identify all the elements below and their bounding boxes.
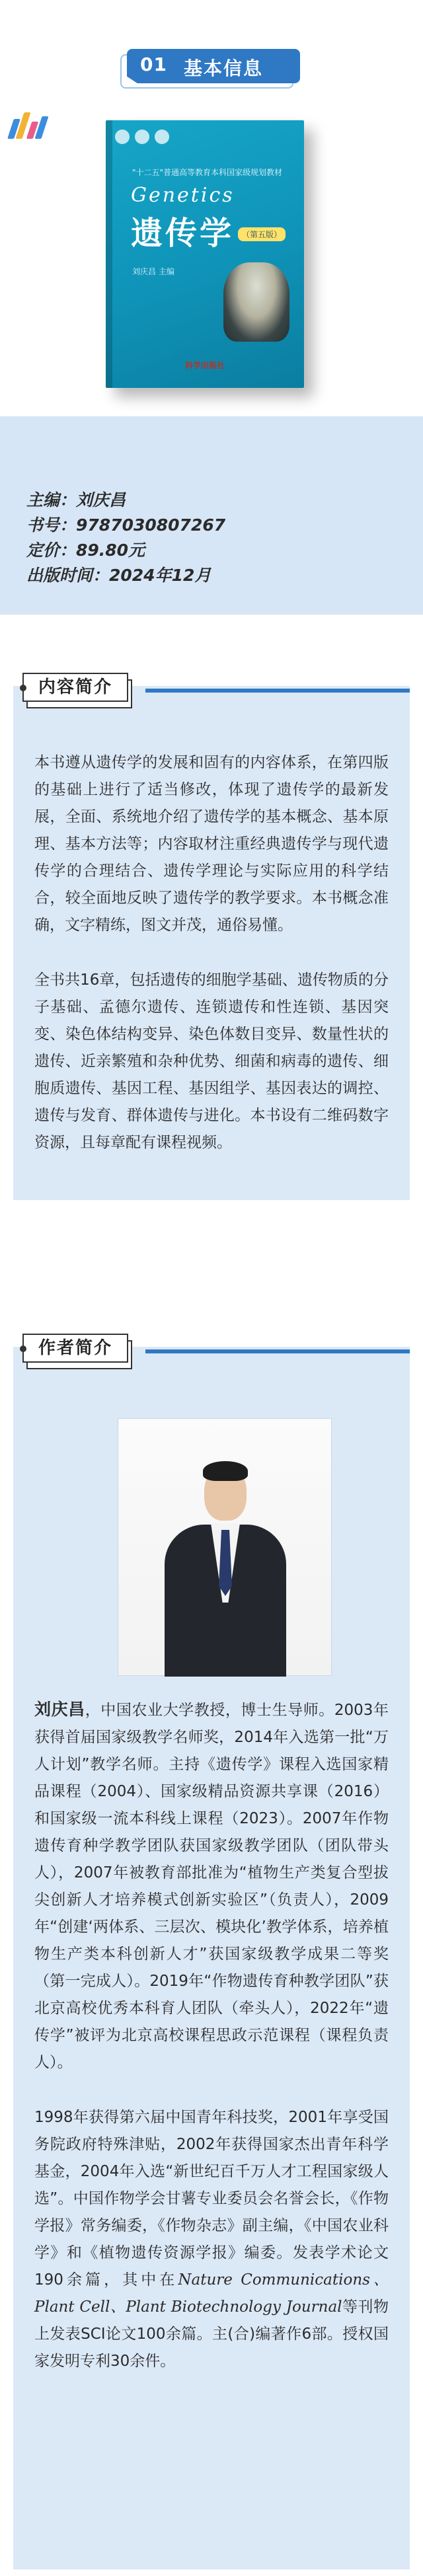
intro-panel-bar xyxy=(145,689,410,693)
section-header xyxy=(118,45,304,89)
cover-series: "十二五"普通高等教育本科国家级规划教材 xyxy=(132,168,283,177)
author-bio-paragraph-2 xyxy=(34,2104,389,2375)
book-spine xyxy=(106,120,112,388)
intro-paragraph-1: 本书遵从遗传学的发展和固有的内容体系，在第四版的基础上进行了适当修改，体现了遗传学的最新发展，全面、系统地介绍了遗传学的基本概念、基本原理、基本方法等；内容取材注重经典遗传学与现代遗传学的合理结合、遗传学理论与实际应用的科学结合，较全面地反映了遗传学的教学要求。本书概念准确，文字精练，图文并茂，通俗易懂。 xyxy=(34,754,389,934)
author-label xyxy=(22,1334,141,1371)
author-name: 刘庆昌 xyxy=(34,1700,85,1719)
intro-label-text: 内容简介 xyxy=(38,677,112,697)
author-photo xyxy=(118,1418,332,1676)
info-price: 定价：89.80元 xyxy=(26,541,145,560)
info-date: 出版时间：2024年12月 xyxy=(26,566,212,585)
cover-portrait-image xyxy=(223,262,289,342)
info-isbn: 书号：9787030807267 xyxy=(26,515,226,535)
book-cover xyxy=(106,120,304,388)
author-panel xyxy=(13,1338,410,2569)
cover-logos xyxy=(115,130,297,147)
section-title: 基本信息 xyxy=(184,57,264,79)
intro-paragraph-2: 全书共16章，包括遗传的细胞学基础、遗传物质的分子基础、孟德尔遗传、连锁遗传和性连锁、基因突变、染色体结构变异、染色体数目变异、数量性状的遗传、近亲繁殖和杂种优势、细菌和病毒的遗传、细胞质遗传、基因工程、基因组学、基因表达的调控、遗传与发育、群体遗传与进化。本书设有二维码数字资源，且每章配有课程视频。 xyxy=(34,971,389,1151)
cover-edition-badge: （第五版） xyxy=(238,227,286,241)
author-bio-paragraph-1 xyxy=(34,1696,389,2076)
info-editor: 主编：刘庆昌 xyxy=(26,490,126,510)
intro-body xyxy=(34,749,389,1184)
author-bio-text-2b: 等刊物上发表SCI论文100余篇。主(合)编著作6部。授权国家发明专利30余件。 xyxy=(34,2298,389,2370)
cover-latin-title: Genetics xyxy=(131,184,235,207)
author-bio xyxy=(34,1696,389,2403)
cover-publisher: 科学出版社 xyxy=(185,361,225,370)
author-bio-text-1: ，中国农业大学教授，博士生导师。2003年获得首届国家级教学名师奖，2014年入选第一批“万人计划”教学名师。主持《遗传学》课程入选国家精品课程（2004）、国家级精品资源共享课（2016）和国家级一流本科线上课程（2023）。2007年作物遗传育种学教学团队获国家级教学团队（团队带头人），2007年被教育部批准为“植物生产类复合型拔尖创新人才培养模式创新实验区”（负责人），2009年“创建‘两体系、三层次、模块化’教学体系，培养植物生产类本科创新人才”获国家级教学成果二等奖（第一完成人）。2019年“作物遗传育种教学团队”获北京高校优秀本科育人团队（牵头人），2022年“遗传学”被评为北京高校课程思政示范课程（课程负责人）。 xyxy=(34,1702,389,2071)
decorative-stripes-icon xyxy=(9,111,49,139)
book-cover-area xyxy=(106,120,324,411)
book-info-block xyxy=(0,416,423,615)
cover-author: 刘庆昌 主编 xyxy=(132,267,174,276)
author-label-text: 作者简介 xyxy=(38,1338,112,1358)
section-number: 01 xyxy=(140,54,167,75)
author-journals: Nature Communications、Plant Cell、Plant Biotechnology Journal xyxy=(34,2271,389,2316)
intro-panel xyxy=(13,677,410,1200)
author-panel-bar xyxy=(145,1349,410,1353)
author-bio-text-2a: 1998年获得第六届中国青年科技奖，2001年享受国务院政府特殊津贴，2002年获得国家杰出青年科学基金，2004年入选“新世纪百千万人才工程国家级人选”。中国作物学会甘薯专业委员会名誉会长，《作物学报》常务编委，《作物杂志》副主编，《中国农业科学》和《植物遗传资源学报》编委。发表学术论文190余篇，其中在 xyxy=(34,2109,389,2289)
cover-title: 遗传学 xyxy=(131,215,235,252)
intro-label xyxy=(22,673,141,710)
